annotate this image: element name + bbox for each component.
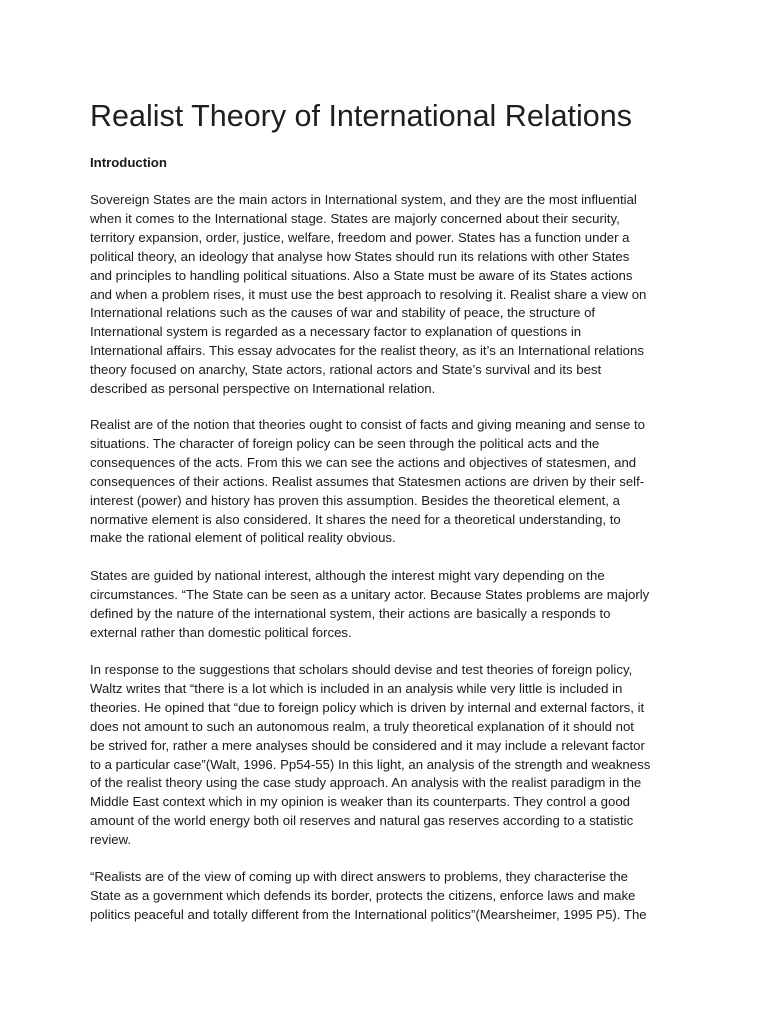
text-line: interest (power) and history has proven this assumption. Besides the theoretical element, a: [90, 492, 620, 508]
text-line: State as a government which defends its border, protects the citizens, enforce laws and make: [90, 887, 636, 903]
text-line: be strived for, rather a mere analyses should be considered and it may include a relevant factor: [90, 737, 645, 753]
text-line: Realist are of the notion that theories ought to consist of facts and giving meaning and sense to: [90, 417, 645, 432]
text-line: normative element is also considered. It shares the need for a theoretical understanding, to: [90, 511, 621, 527]
text-line: politics peaceful and totally different from the International politics”(Mearsheimer, 1995 P5). The: [90, 906, 647, 922]
text-line: circumstances. “The State can be seen as a unitary actor. Because States problems are majorly: [90, 586, 650, 602]
document-title: Realist Theory of International Relations: [90, 99, 632, 133]
text-line: when it comes to the International stage. States are majorly concerned about their security,: [90, 210, 620, 226]
text-line: States are guided by national interest, although the interest might vary depending on the: [90, 568, 605, 583]
text-line: Sovereign States are the main actors in International system, and they are the most influential: [90, 192, 637, 207]
text-line: does not amount to such an autonomous realm, a truly theoretical explanation of it should not: [90, 718, 634, 734]
text-line: In response to the suggestions that scholars should devise and test theories of foreign policy,: [90, 662, 633, 677]
text-line: political theory, an ideology that analyse how States should run its relations with other States: [90, 248, 630, 264]
text-line: and principles to handling political situations. Also a State must be aware of its States actions: [90, 267, 633, 283]
text-line: review.: [90, 832, 132, 848]
text-line: described as personal perspective on International relation.: [90, 381, 436, 397]
text-line: external rather than domestic political forces.: [90, 624, 352, 640]
text-line: amount of the world energy both oil reserves and natural gas reserves according to a statistic: [90, 813, 634, 829]
text-line: theory focused on anarchy, State actors, rational actors and State’s survival and its best: [90, 362, 602, 378]
text-line: consequences of their actions. Realist assumes that Statesmen actions are driven by their self-: [90, 473, 645, 489]
text-line: of the realist theory using the case study approach. An analysis with the realist paradigm in the: [90, 775, 642, 791]
section-heading-introduction: Introduction: [90, 155, 167, 170]
text-line: International system is regarded as a necessary factor to explanation of questions in: [90, 324, 582, 340]
text-line: theories. He opined that “due to foreign policy which is driven by internal and external factors, it: [90, 699, 645, 715]
text-line: make the rational element of political reality obvious.: [90, 530, 396, 546]
paragraph-1: [90, 191, 682, 399]
text-line: territory expansion, order, justice, welfare, freedom and power. States has a function under a: [90, 229, 630, 245]
paragraph-2: [90, 416, 682, 548]
text-line: International affairs. This essay advocates for the realist theory, as it’s an International relations: [90, 343, 644, 359]
paragraph-4: [90, 661, 682, 850]
text-line: Middle East context which in my opinion is weaker than its counterparts. They control a good: [90, 794, 630, 810]
text-line: consequences of the acts. From this we can see the actions and objectives of statesmen, and: [90, 454, 637, 470]
paragraph-5: [90, 868, 682, 925]
text-line: International relations such as the causes of war and stability of peace, the structure of: [90, 305, 596, 321]
paragraph-3: [90, 567, 682, 643]
text-line: defined by the nature of the international system, their actions are basically a responds to: [90, 605, 611, 621]
text-line: “Realists are of the view of coming up with direct answers to problems, they characterise the: [90, 869, 628, 884]
text-line: situations. The character of foreign policy can be seen through the political acts and the: [90, 435, 600, 451]
text-line: and when a problem rises, it must use the best approach to resolving it. Realist share a view on: [90, 286, 647, 302]
text-line: to a particular case”(Walt, 1996. Pp54-55) In this light, an analysis of the strength and weakness: [90, 756, 651, 772]
text-line: Waltz writes that “there is a lot which is included in an analysis while very little is included in: [90, 680, 623, 696]
